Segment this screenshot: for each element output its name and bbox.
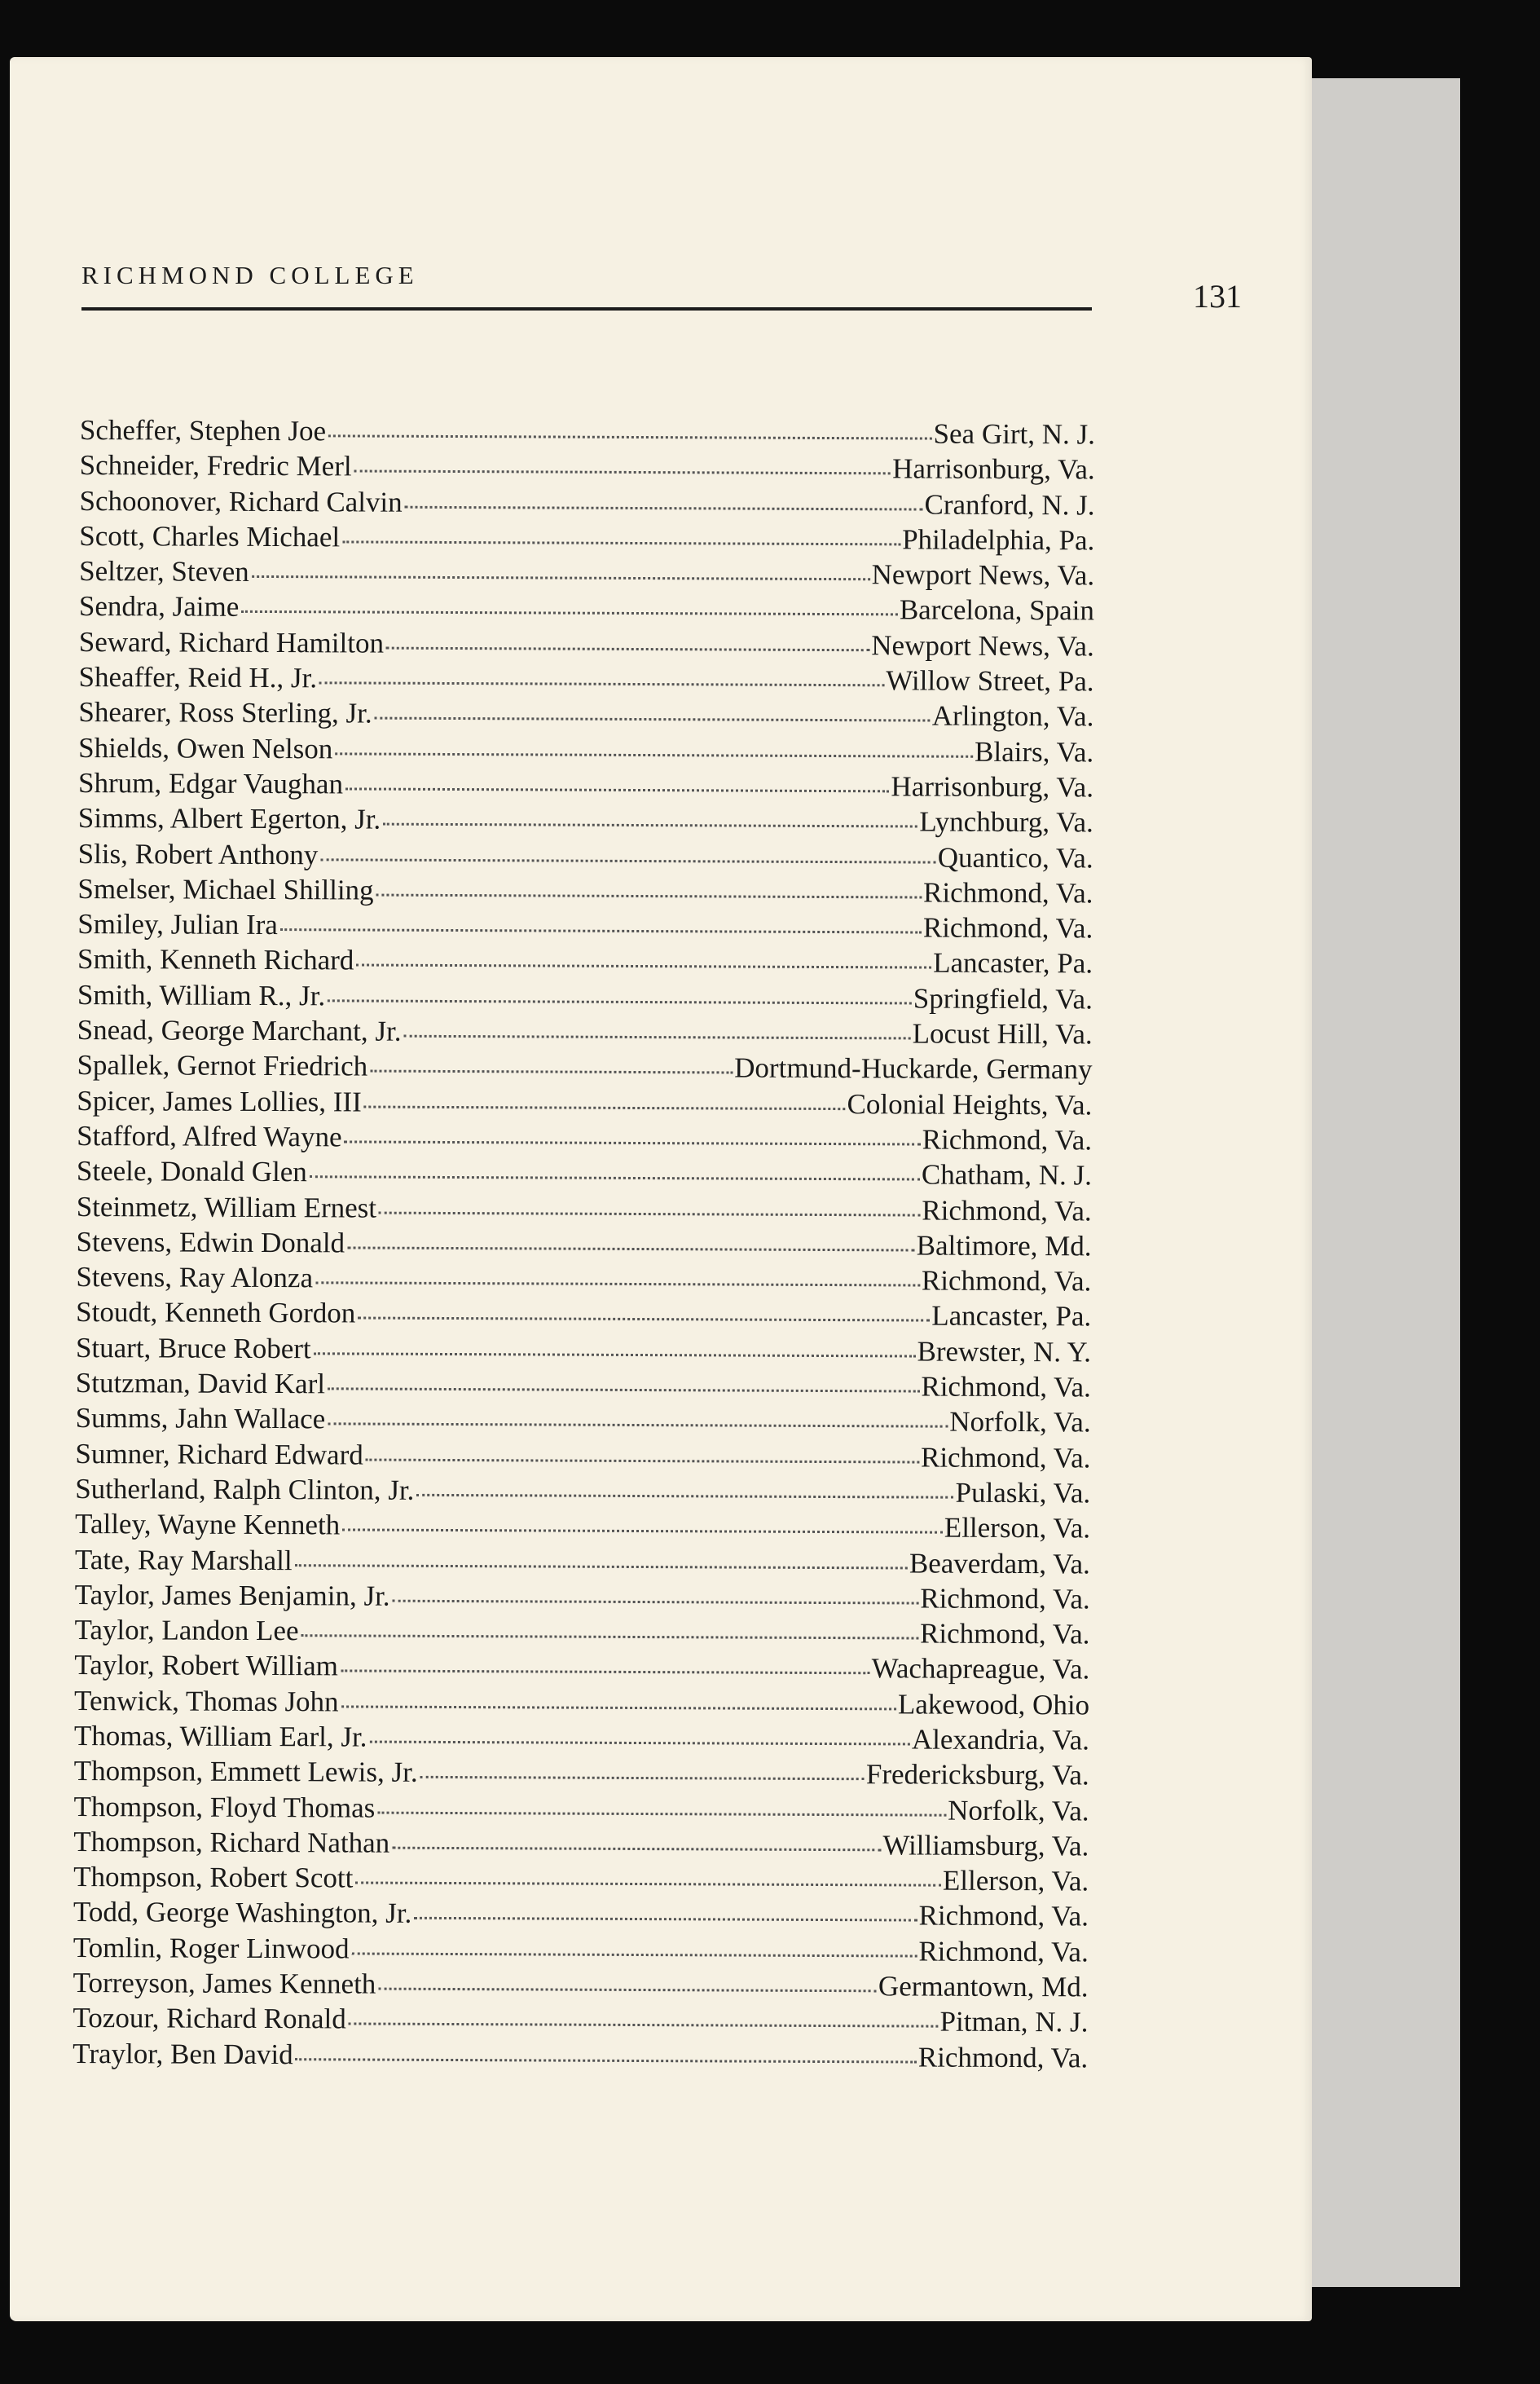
hometown: Fredericksburg, Va. <box>865 1758 1089 1791</box>
student-name: Stutzman, David Karl <box>75 1367 326 1400</box>
directory-entry <box>76 1402 1091 1442</box>
hometown: Quantico, Va. <box>937 841 1093 874</box>
hometown: Harrisonburg, Va. <box>892 452 1095 486</box>
hometown: Ellerson, Va. <box>944 1511 1091 1545</box>
hometown: Blairs, Va. <box>974 735 1094 769</box>
directory-entry <box>74 1755 1089 1795</box>
hometown: Richmond, Va. <box>922 876 1093 910</box>
directory-entry <box>79 555 1094 595</box>
directory-entry <box>75 1508 1090 1548</box>
dot-leader <box>344 1140 920 1145</box>
directory-entry <box>79 590 1094 630</box>
student-name: Talley, Wayne Kenneth <box>74 1508 341 1541</box>
student-name: Taylor, Robert William <box>74 1649 339 1682</box>
dot-leader <box>375 717 931 722</box>
hometown: Germantown, Md. <box>878 1970 1089 2003</box>
dot-leader <box>405 505 923 510</box>
dot-leader <box>328 1387 919 1392</box>
student-name: Sutherland, Ralph Clinton, Jr. <box>75 1472 415 1506</box>
dot-leader <box>342 540 900 545</box>
student-name: Smelser, Michael Shilling <box>77 872 374 906</box>
student-name: Schoonover, Richard Calvin <box>79 484 403 518</box>
hometown: Richmond, Va. <box>922 1194 1092 1227</box>
student-name: Stafford, Alfred Wayne <box>77 1119 342 1153</box>
hometown: Chatham, N. J. <box>921 1158 1093 1192</box>
student-name: Spicer, James Lollies, III <box>77 1084 362 1118</box>
student-name: Scott, Charles Michael <box>79 519 341 553</box>
running-head: RICHMOND COLLEGE <box>81 261 419 289</box>
student-name: Stevens, Ray Alonza <box>76 1261 314 1294</box>
dot-leader <box>356 964 931 969</box>
dot-leader <box>341 1670 870 1675</box>
student-name: Summs, Jahn Wallace <box>75 1402 326 1435</box>
book-page <box>10 57 1312 2321</box>
dot-leader <box>345 787 889 792</box>
hometown: Richmond, Va. <box>917 2041 1089 2074</box>
hometown: Springfield, Va. <box>913 982 1093 1016</box>
hometown: Colonial Heights, Va. <box>847 1087 1093 1121</box>
hometown: Newport News, Va. <box>871 629 1094 663</box>
dot-leader <box>295 1564 908 1569</box>
student-name: Sumner, Richard Edward <box>75 1437 363 1471</box>
directory-entry <box>79 626 1094 666</box>
hometown: Richmond, Va. <box>921 1370 1091 1404</box>
directory-entry <box>73 1861 1089 1901</box>
student-name: Steinmetz, William Ernest <box>76 1190 377 1224</box>
directory-entry <box>80 449 1095 489</box>
dot-leader <box>414 1917 917 1922</box>
hometown: Williamsburg, Va. <box>882 1829 1089 1862</box>
directory-entry <box>77 908 1093 948</box>
hometown: Lancaster, Pa. <box>931 1299 1092 1333</box>
hometown: Cranford, N. J. <box>924 488 1095 522</box>
hometown: Richmond, Va. <box>918 1935 1089 1968</box>
student-name: Shearer, Ross Sterling, Jr. <box>78 696 372 729</box>
dot-leader <box>378 1988 877 1993</box>
dot-leader <box>319 681 884 686</box>
hometown: Lynchburg, Va. <box>919 805 1093 839</box>
student-name: Simms, Albert Egerton, Jr. <box>77 802 381 835</box>
directory-entry <box>78 732 1093 772</box>
student-name: Slis, Robert Anthony <box>77 837 319 870</box>
directory-entry <box>74 1720 1089 1760</box>
student-name: Smith, Kenneth Richard <box>77 943 354 976</box>
hometown: Pulaski, Va. <box>955 1476 1091 1509</box>
directory-entry <box>76 1332 1091 1372</box>
hometown: Richmond, Va. <box>922 911 1093 945</box>
student-name: Tenwick, Thomas John <box>74 1684 339 1718</box>
student-name: Traylor, Ben David <box>73 2037 293 2070</box>
dot-leader <box>366 1458 919 1463</box>
student-name: Smiley, Julian Ira <box>77 908 278 941</box>
hometown: Barcelona, Spain <box>899 593 1095 627</box>
hometown: Harrisonburg, Va. <box>891 770 1094 804</box>
directory-entry <box>73 2002 1088 2042</box>
student-name: Thompson, Robert Scott <box>73 1861 354 1894</box>
directory-entry <box>76 1296 1091 1336</box>
hometown: Norfolk, Va. <box>949 1405 1091 1439</box>
hometown: Richmond, Va. <box>922 1123 1093 1157</box>
hometown: Pitman, N. J. <box>939 2005 1089 2038</box>
student-name: Tomlin, Roger Linwood <box>73 1931 350 1965</box>
dot-leader <box>386 646 869 651</box>
dot-leader <box>393 1599 919 1604</box>
directory-entry <box>76 1367 1091 1407</box>
dot-leader <box>349 2023 939 2028</box>
directory-entry <box>79 485 1094 525</box>
header-rule <box>81 307 1092 311</box>
directory-entry <box>75 1579 1090 1619</box>
student-name: Thomas, William Earl, Jr. <box>73 1719 367 1753</box>
student-name: Torreyson, James Kenneth <box>73 1967 376 2000</box>
student-name: Stevens, Edwin Donald <box>76 1225 345 1259</box>
student-name: Seward, Richard Hamilton <box>78 625 385 659</box>
student-name: Thompson, Floyd Thomas <box>73 1790 376 1824</box>
dot-leader <box>355 1882 941 1887</box>
student-name: Steele, Donald Glen <box>76 1155 307 1188</box>
student-name: Schneider, Fredric Merl <box>79 449 352 483</box>
page-number: 131 <box>1193 278 1242 315</box>
dot-leader <box>377 1811 946 1816</box>
directory-entry <box>77 979 1093 1019</box>
directory-entry <box>73 1967 1088 2007</box>
directory-entry <box>73 2038 1088 2078</box>
dot-leader <box>320 858 936 863</box>
dot-leader <box>358 1317 930 1322</box>
dot-leader <box>328 1423 948 1428</box>
hometown: Philadelphia, Pa. <box>902 523 1095 557</box>
directory-entry <box>74 1614 1089 1654</box>
hometown: Arlington, Va. <box>931 699 1094 733</box>
dot-leader <box>296 2058 917 2063</box>
hometown: Willow Street, Pa. <box>886 664 1094 698</box>
student-name: Sheaffer, Reid H., Jr. <box>78 661 318 694</box>
hometown: Norfolk, Va. <box>948 1794 1089 1827</box>
student-name: Thompson, Emmett Lewis, Jr. <box>73 1755 418 1789</box>
dot-leader <box>364 1105 846 1110</box>
dot-leader <box>416 1494 953 1499</box>
hometown: Richmond, Va. <box>918 1899 1089 1932</box>
student-name: Sendra, Jaime <box>78 590 240 624</box>
hometown: Locust Hill, Va. <box>912 1017 1093 1051</box>
student-name: Smith, William R., Jr. <box>77 978 326 1012</box>
dot-leader <box>310 1175 920 1180</box>
directory-entry <box>78 838 1093 878</box>
directory-entry <box>77 873 1093 913</box>
dot-leader <box>315 1281 920 1286</box>
directory-entry <box>74 1685 1089 1725</box>
hometown: Sea Girt, N. J. <box>933 417 1095 451</box>
hometown: Beaverdam, Va. <box>909 1546 1090 1580</box>
student-name: Spallek, Gernot Friedrich <box>77 1049 368 1082</box>
directory-entry <box>75 1438 1090 1478</box>
directory-entry <box>73 1826 1089 1866</box>
hometown: Baltimore, Md. <box>916 1229 1092 1263</box>
directory-entry <box>73 1791 1089 1831</box>
directory-entry <box>78 696 1093 736</box>
dot-leader <box>241 610 898 616</box>
student-name: Todd, George Washington, Jr. <box>73 1896 412 1930</box>
dot-leader <box>370 1070 733 1074</box>
student-name: Stuart, Bruce Robert <box>75 1331 311 1364</box>
directory-entry <box>77 1155 1092 1195</box>
directory-entry <box>77 1191 1092 1231</box>
directory-entry <box>74 1649 1089 1689</box>
dot-leader <box>354 470 891 475</box>
directory-entry <box>75 1473 1090 1513</box>
student-directory-list <box>73 414 1095 2077</box>
hometown: Richmond, Va. <box>921 1264 1092 1298</box>
dot-leader <box>369 1741 909 1746</box>
directory-entry <box>80 414 1095 454</box>
dot-leader <box>379 1211 920 1216</box>
directory-entry <box>73 1896 1089 1936</box>
student-name: Tate, Ray Marshall <box>74 1543 293 1576</box>
directory-entry <box>79 520 1094 560</box>
dot-leader <box>383 823 917 828</box>
hometown: Ellerson, Va. <box>942 1864 1089 1897</box>
hometown: Richmond, Va. <box>920 1582 1090 1615</box>
dot-leader <box>314 1352 916 1357</box>
dot-leader <box>341 1705 896 1710</box>
directory-entry <box>73 1932 1089 1972</box>
dot-leader <box>352 1952 917 1957</box>
student-name: Taylor, James Benjamin, Jr. <box>74 1578 390 1612</box>
dot-leader <box>301 1634 919 1639</box>
student-name: Scheffer, Stephen Joe <box>79 414 327 447</box>
student-name: Shrum, Edgar Vaughan <box>77 766 344 800</box>
dot-leader <box>404 1035 911 1040</box>
directory-entry <box>77 1049 1092 1089</box>
dot-leader <box>420 1776 865 1780</box>
hometown: Richmond, Va. <box>920 1617 1090 1650</box>
hometown: Newport News, Va. <box>871 558 1095 592</box>
hometown: Brewster, N. Y. <box>917 1335 1092 1368</box>
directory-entry <box>78 802 1093 842</box>
directory-entry <box>78 661 1093 701</box>
dot-leader <box>328 434 932 439</box>
hometown: Richmond, Va. <box>920 1441 1091 1474</box>
dot-leader <box>347 1246 915 1251</box>
student-name: Seltzer, Steven <box>79 555 249 588</box>
student-name: Stoudt, Kenneth Gordon <box>76 1296 356 1329</box>
dot-leader <box>335 752 973 757</box>
student-name: Shields, Owen Nelson <box>78 731 333 765</box>
student-name: Taylor, Landon Lee <box>74 1614 299 1647</box>
hometown: Wachapreague, Va. <box>871 1652 1090 1686</box>
student-name: Snead, George Marchant, Jr. <box>77 1014 402 1047</box>
student-name: Tozour, Richard Ronald <box>73 2002 346 2035</box>
directory-entry <box>76 1261 1091 1301</box>
dot-leader <box>342 1529 943 1534</box>
dot-leader <box>252 575 870 580</box>
directory-entry <box>77 1120 1092 1160</box>
hometown: Alexandria, Va. <box>911 1723 1089 1756</box>
directory-entry <box>75 1543 1090 1583</box>
directory-entry <box>77 1014 1093 1054</box>
hometown: Lancaster, Pa. <box>933 947 1093 980</box>
directory-entry <box>78 767 1093 807</box>
dot-leader <box>376 893 922 898</box>
underlying-page-edge <box>1304 78 1460 2287</box>
student-name: Thompson, Richard Nathan <box>73 1825 390 1859</box>
hometown: Lakewood, Ohio <box>897 1688 1090 1721</box>
dot-leader <box>328 999 912 1004</box>
dot-leader <box>280 928 922 933</box>
directory-entry <box>76 1226 1091 1266</box>
directory-entry <box>77 1085 1092 1125</box>
directory-entry <box>77 943 1093 983</box>
hometown: Dortmund-Huckarde, Germany <box>734 1051 1093 1086</box>
dot-leader <box>392 1847 881 1852</box>
